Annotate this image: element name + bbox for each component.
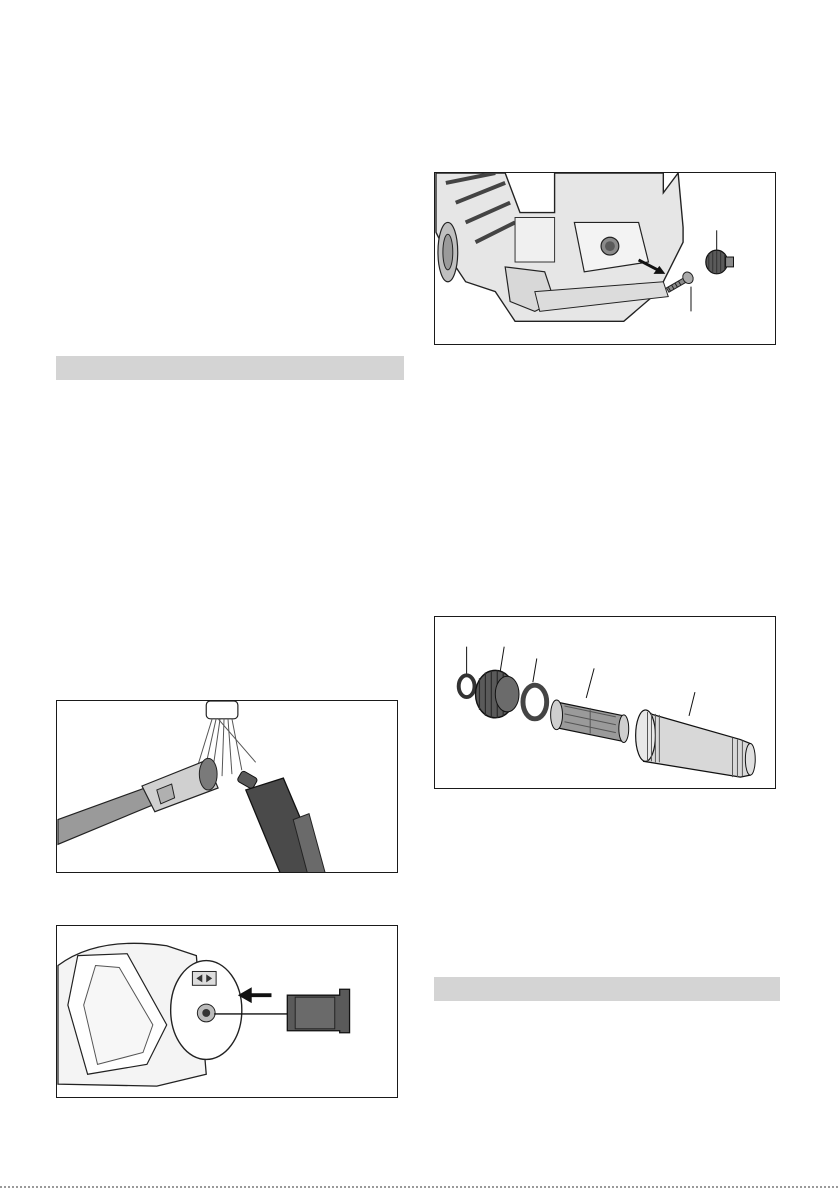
figure-machine-filter-removal bbox=[434, 172, 776, 345]
nozzle-rinse-illustration bbox=[57, 701, 397, 872]
nozzle-cleaning-illustration bbox=[57, 926, 397, 1097]
section-header-bar-left bbox=[56, 356, 404, 380]
section-header-bar-right bbox=[434, 977, 780, 1001]
page-bottom-edge bbox=[0, 1186, 840, 1188]
figure-filter-parts bbox=[434, 616, 776, 789]
machine-illustration bbox=[435, 173, 775, 344]
figure-nozzle-rinse bbox=[56, 700, 398, 873]
filter-parts-illustration bbox=[435, 617, 775, 788]
figure-nozzle-cleaning bbox=[56, 925, 398, 1098]
